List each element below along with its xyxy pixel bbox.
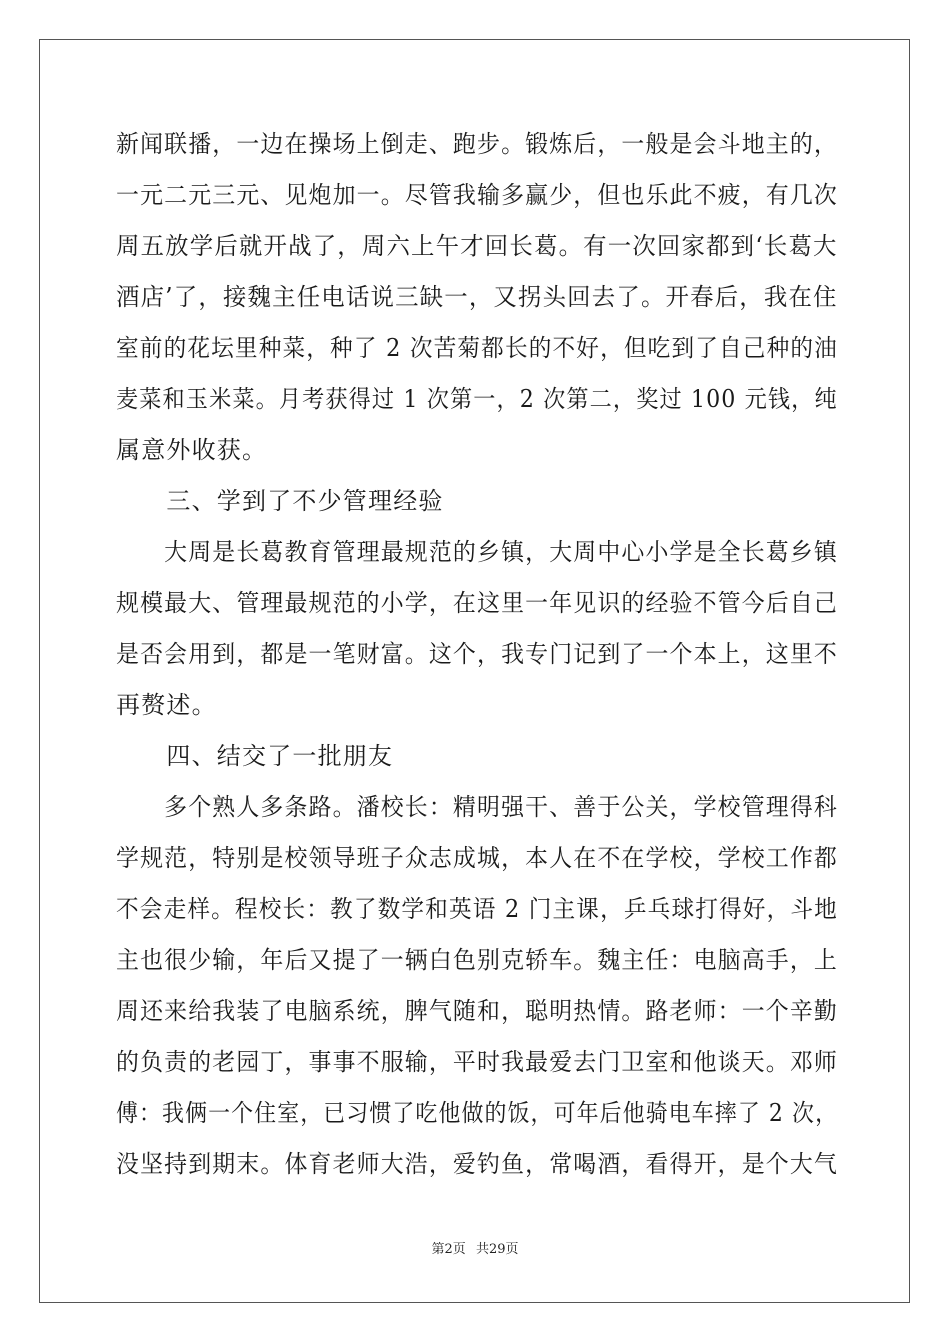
page-number-current: 第2页 [431, 1242, 466, 1257]
page-number-total: 共29页 [475, 1242, 519, 1257]
page-footer [0, 1238, 950, 1257]
text-line: 新闻联播，一边在操场上倒走、跑步。锻炼后，一般是会斗地主的， [116, 130, 838, 158]
text-line: 一元二元三元、见炮加一。尽管我输多赢少，但也乐此不疲，有几次 [116, 181, 838, 209]
text-line: 主也很少输，年后又提了一辆白色别克轿车。魏主任：电脑高手，上 [116, 946, 838, 974]
text-line: 学规范，特别是校领导班子众志成城，本人在不在学校，学校工作都 [116, 844, 838, 872]
text-line: 的负责的老园丁，事事不服输，平时我最爱去门卫室和他谈天。邓师 [116, 1048, 838, 1076]
text-line: 大周是长葛教育管理最规范的乡镇，大周中心小学是全长葛乡镇 [116, 538, 838, 566]
text-line: 周还来给我装了电脑系统，脾气随和，聪明热情。路老师：一个辛勤 [116, 997, 838, 1025]
section-heading: 四、结交了一批朋友 [116, 742, 394, 770]
text-line: 周五放学后就开战了，周六上午才回长葛。有一次回家都到‘长葛大 [116, 232, 838, 260]
text-line: 酒店’了，接魏主任电话说三缺一，又拐头回去了。开春后，我在住 [116, 283, 838, 311]
text-line: 规模最大、管理最规范的小学，在这里一年见识的经验不管今后自己 [116, 589, 838, 617]
text-line: 再赘述。 [116, 691, 217, 719]
text-line: 属意外收获。 [116, 436, 268, 464]
text-line: 麦菜和玉米菜。月考获得过 1 次第一，2 次第二，奖过 100 元钱，纯 [116, 385, 838, 413]
text-line: 室前的花坛里种菜，种了 2 次苦菊都长的不好，但吃到了自己种的油 [116, 334, 838, 362]
text-line: 是否会用到，都是一笔财富。这个，我专门记到了一个本上，这里不 [116, 640, 838, 668]
text-line: 多个熟人多条路。潘校长：精明强干、善于公关，学校管理得科 [116, 793, 838, 821]
text-line: 没坚持到期末。体育老师大浩，爱钓鱼，常喝酒，看得开，是个大气 [116, 1150, 838, 1178]
text-line: 不会走样。程校长：教了数学和英语 2 门主课，乒乓球打得好，斗地 [116, 895, 838, 923]
section-heading: 三、学到了不少管理经验 [116, 487, 444, 515]
text-line: 傅：我俩一个住室，已习惯了吃他做的饭，可年后他骑电车摔了 2 次， [116, 1099, 839, 1127]
